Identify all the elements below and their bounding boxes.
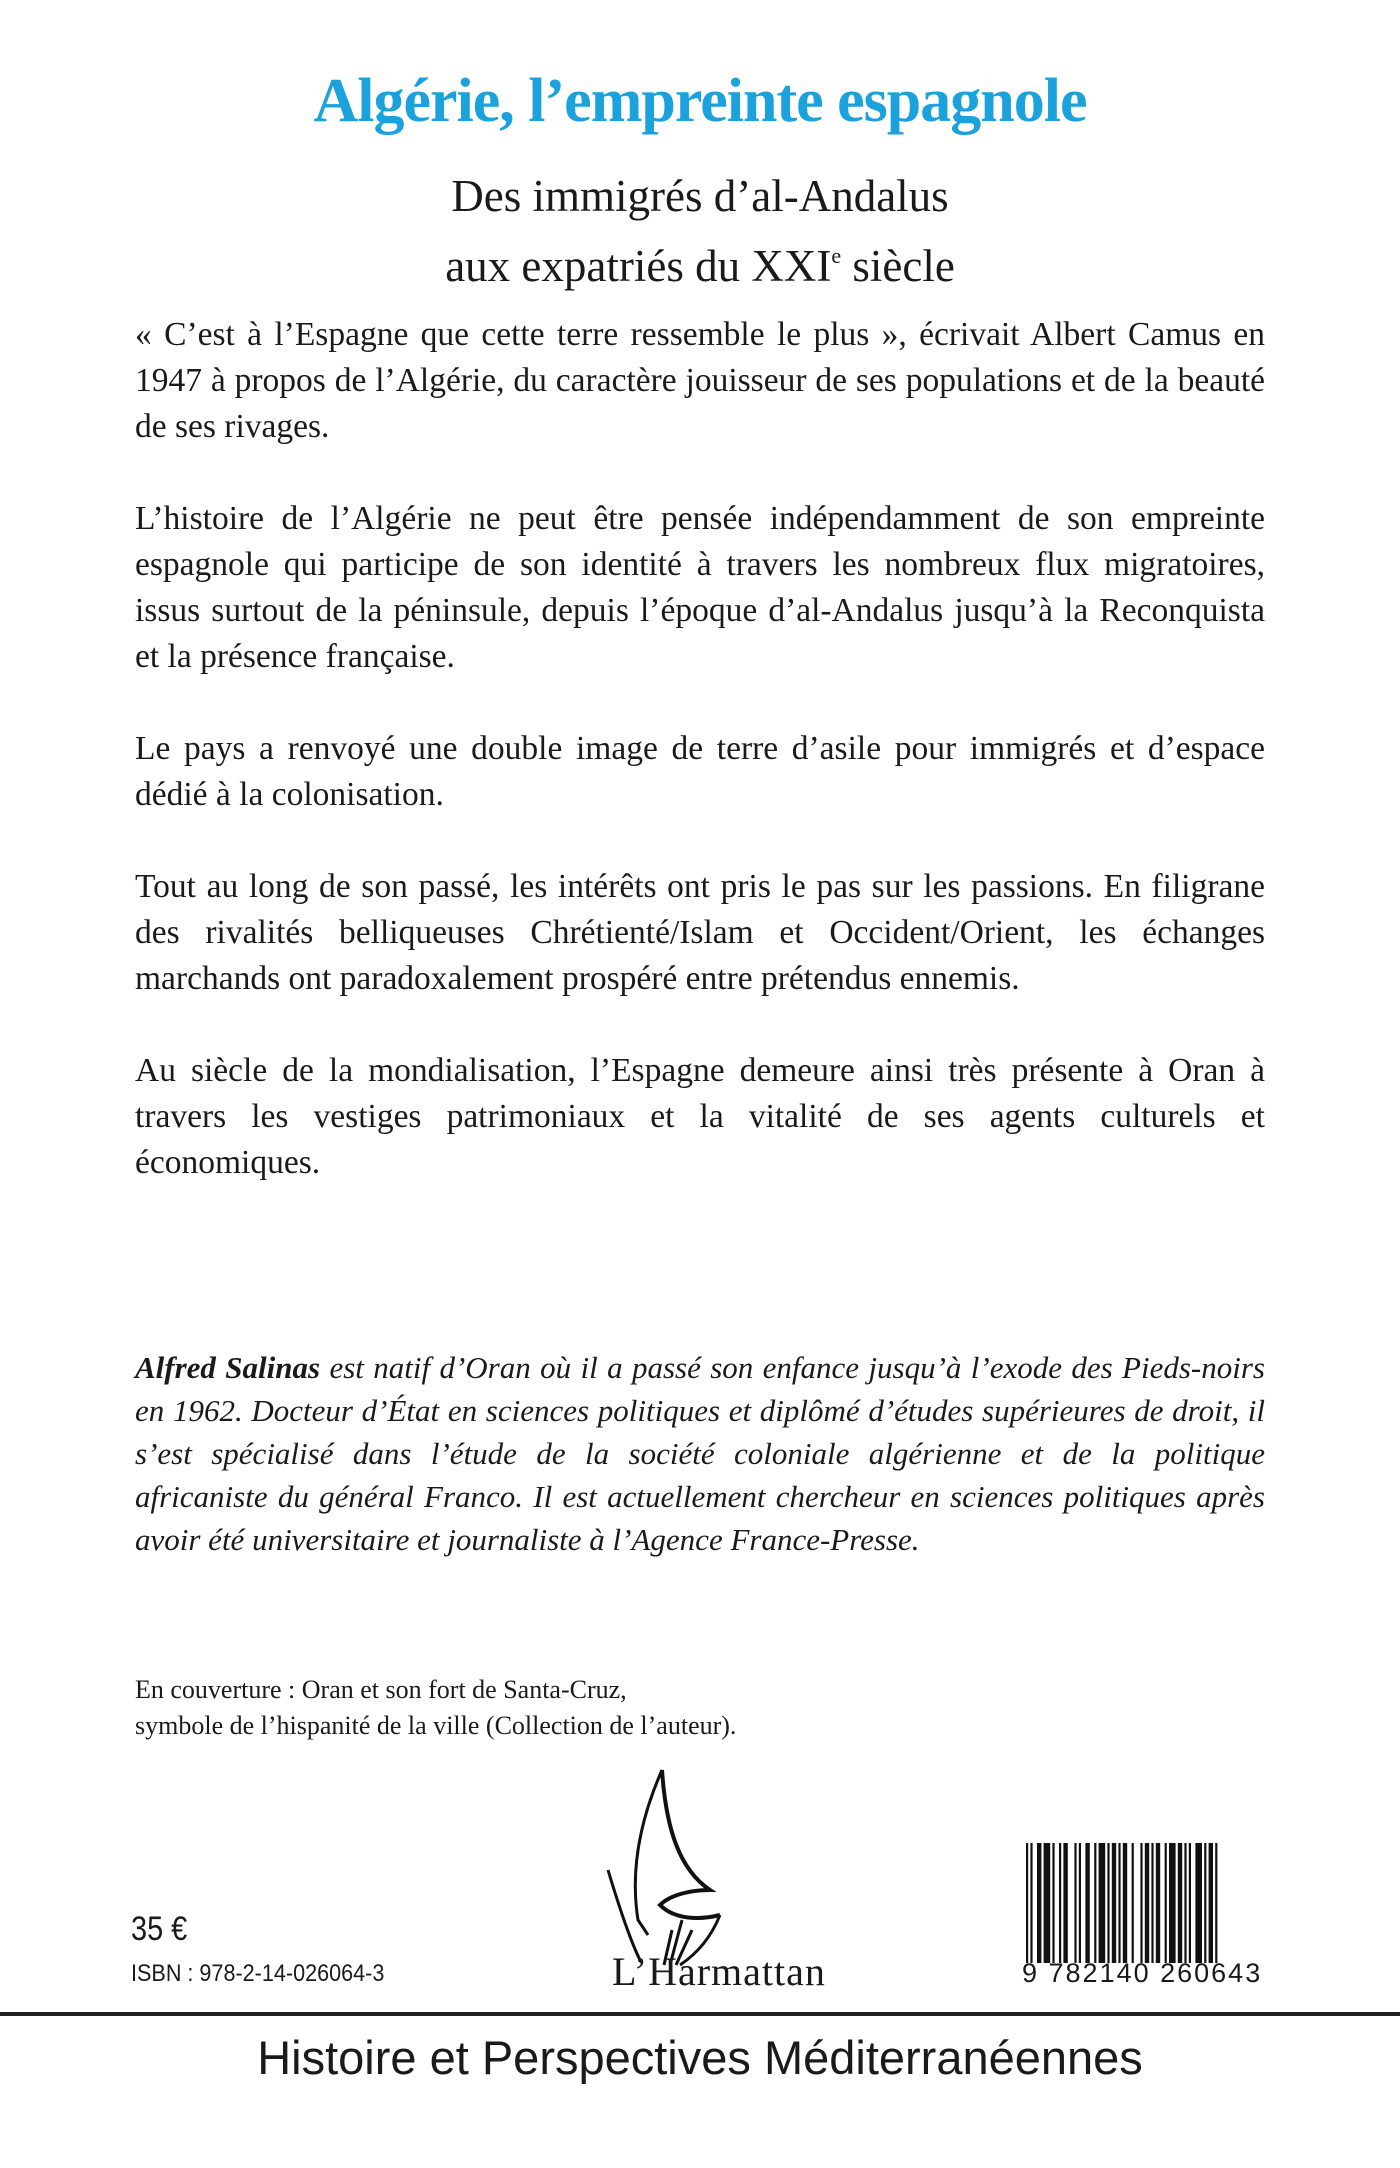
subtitle-line-1: Des immigrés d’al-Andalus xyxy=(451,171,949,221)
subtitle-line-2 xyxy=(0,226,1400,296)
price: 35 € xyxy=(131,1910,188,1948)
barcode-bar xyxy=(1079,1843,1081,1963)
barcode-bar xyxy=(1118,1843,1120,1963)
cover-credit xyxy=(135,1672,736,1744)
blurb xyxy=(135,312,1265,1232)
barcode-bar xyxy=(1123,1843,1127,1963)
barcode-bar xyxy=(1165,1843,1167,1963)
barcode-bar xyxy=(1156,1843,1160,1963)
barcode-bar xyxy=(1145,1843,1149,1963)
barcode xyxy=(1026,1843,1260,1963)
barcode-bar xyxy=(1209,1843,1213,1963)
barcode-bar xyxy=(1094,1843,1096,1963)
author-bio xyxy=(135,1346,1265,1561)
paragraph: Le pays a renvoyé une double image de terre d’asile pour immigrés et d’espace dédié à la colonisation. xyxy=(135,730,1265,813)
subtitle-text: aux expatriés du XXI xyxy=(445,241,832,291)
barcode-bar xyxy=(1063,1843,1067,1963)
paragraph: Au siècle de la mondialisation, l’Espagne demeure ainsi très présente à Oran à travers les vestiges patrimoniaux et la vitalité de ses agents culturels et économiques. xyxy=(135,1052,1265,1181)
subtitle-text-end: siècle xyxy=(841,241,955,291)
barcode-digits: 9 782140 260643 xyxy=(1022,1958,1263,1988)
barcode-bar xyxy=(1204,1843,1206,1963)
superscript: e xyxy=(831,243,842,268)
isbn: ISBN : 978-2-14-026064-3 xyxy=(131,1960,385,1987)
paragraph: Tout au long de son passé, les intérêts ont pris le pas sur les passions. En filigrane des rivalités belliqueuses Chrétienté/Islam et Occident/Orient, les échanges marchands ont paradoxalement prospéré entre prétendus ennemis. xyxy=(135,868,1265,997)
barcode-bar xyxy=(1026,1843,1028,1963)
credit-line-1: En couverture : Oran et son fort de Santa-Cruz, xyxy=(135,1675,627,1704)
book-subtitle xyxy=(0,166,1400,296)
barcode-bar xyxy=(1030,1843,1032,1963)
barcode-bar xyxy=(1184,1843,1186,1963)
paragraph: L’histoire de l’Algérie ne peut être pensée indépendamment de son empreinte espagnole qui participe de son identité à travers les nombreux flux migratoires, issus surtout de la péninsule, depuis l’époque d’al-Andalus jusqu’à la Reconquista et la présence française. xyxy=(135,500,1265,675)
book-title: Algérie, l’empreinte espagnole xyxy=(313,67,1087,135)
barcode-bar xyxy=(1178,1843,1182,1963)
barcode-bar xyxy=(1215,1843,1217,1963)
series-name: Histoire et Perspectives Méditerranéennes xyxy=(257,2031,1143,2084)
credit-line-2: symbole de l’hispanité de la ville (Collection de l’auteur). xyxy=(135,1711,737,1740)
divider xyxy=(0,2012,1400,2016)
barcode-bar xyxy=(1099,1843,1106,1963)
barcode-bar xyxy=(1112,1843,1116,1963)
barcode-bar xyxy=(1085,1843,1089,1963)
barcode-bar xyxy=(1059,1843,1061,1963)
bio-text: est natif d’Oran où il a passé son enfance jusqu’à l’exode des Pieds-noirs en 1962. Docteur d’État en sciences politiques et diplômé d’études supérieures de droit, il s’est spécialisé dans l’étude de la société coloniale algérienne et de la politique africaniste du général Franco. Il est actuellement chercheur en sciences politiques après avoir été universitaire et journaliste à l’Agence France-Presse. xyxy=(135,1350,1265,1557)
barcode-bar xyxy=(1169,1843,1176,1963)
barcode-bar xyxy=(1151,1843,1153,1963)
paragraph: « C’est à l’Espagne que cette terre ressemble le plus », écrivait Albert Camus en 1947 à propos de l’Algérie, du caractère jouisseur de ses populations et de la beauté de ses rivages. xyxy=(135,316,1265,445)
barcode-bar xyxy=(1044,1843,1051,1963)
barcode-bar xyxy=(1189,1843,1191,1963)
author-name: Alfred Salinas xyxy=(135,1350,321,1385)
barcode-bar xyxy=(1037,1843,1041,1963)
barcode-bar xyxy=(1052,1843,1054,1963)
barcode-bar xyxy=(1195,1843,1202,1963)
barcode-bar xyxy=(1132,1843,1134,1963)
barcode-bar xyxy=(1140,1843,1142,1963)
barcode-bar xyxy=(1074,1843,1076,1963)
barcode-bar xyxy=(1107,1843,1109,1963)
publisher-name: L’Harmattan xyxy=(612,1949,826,1994)
